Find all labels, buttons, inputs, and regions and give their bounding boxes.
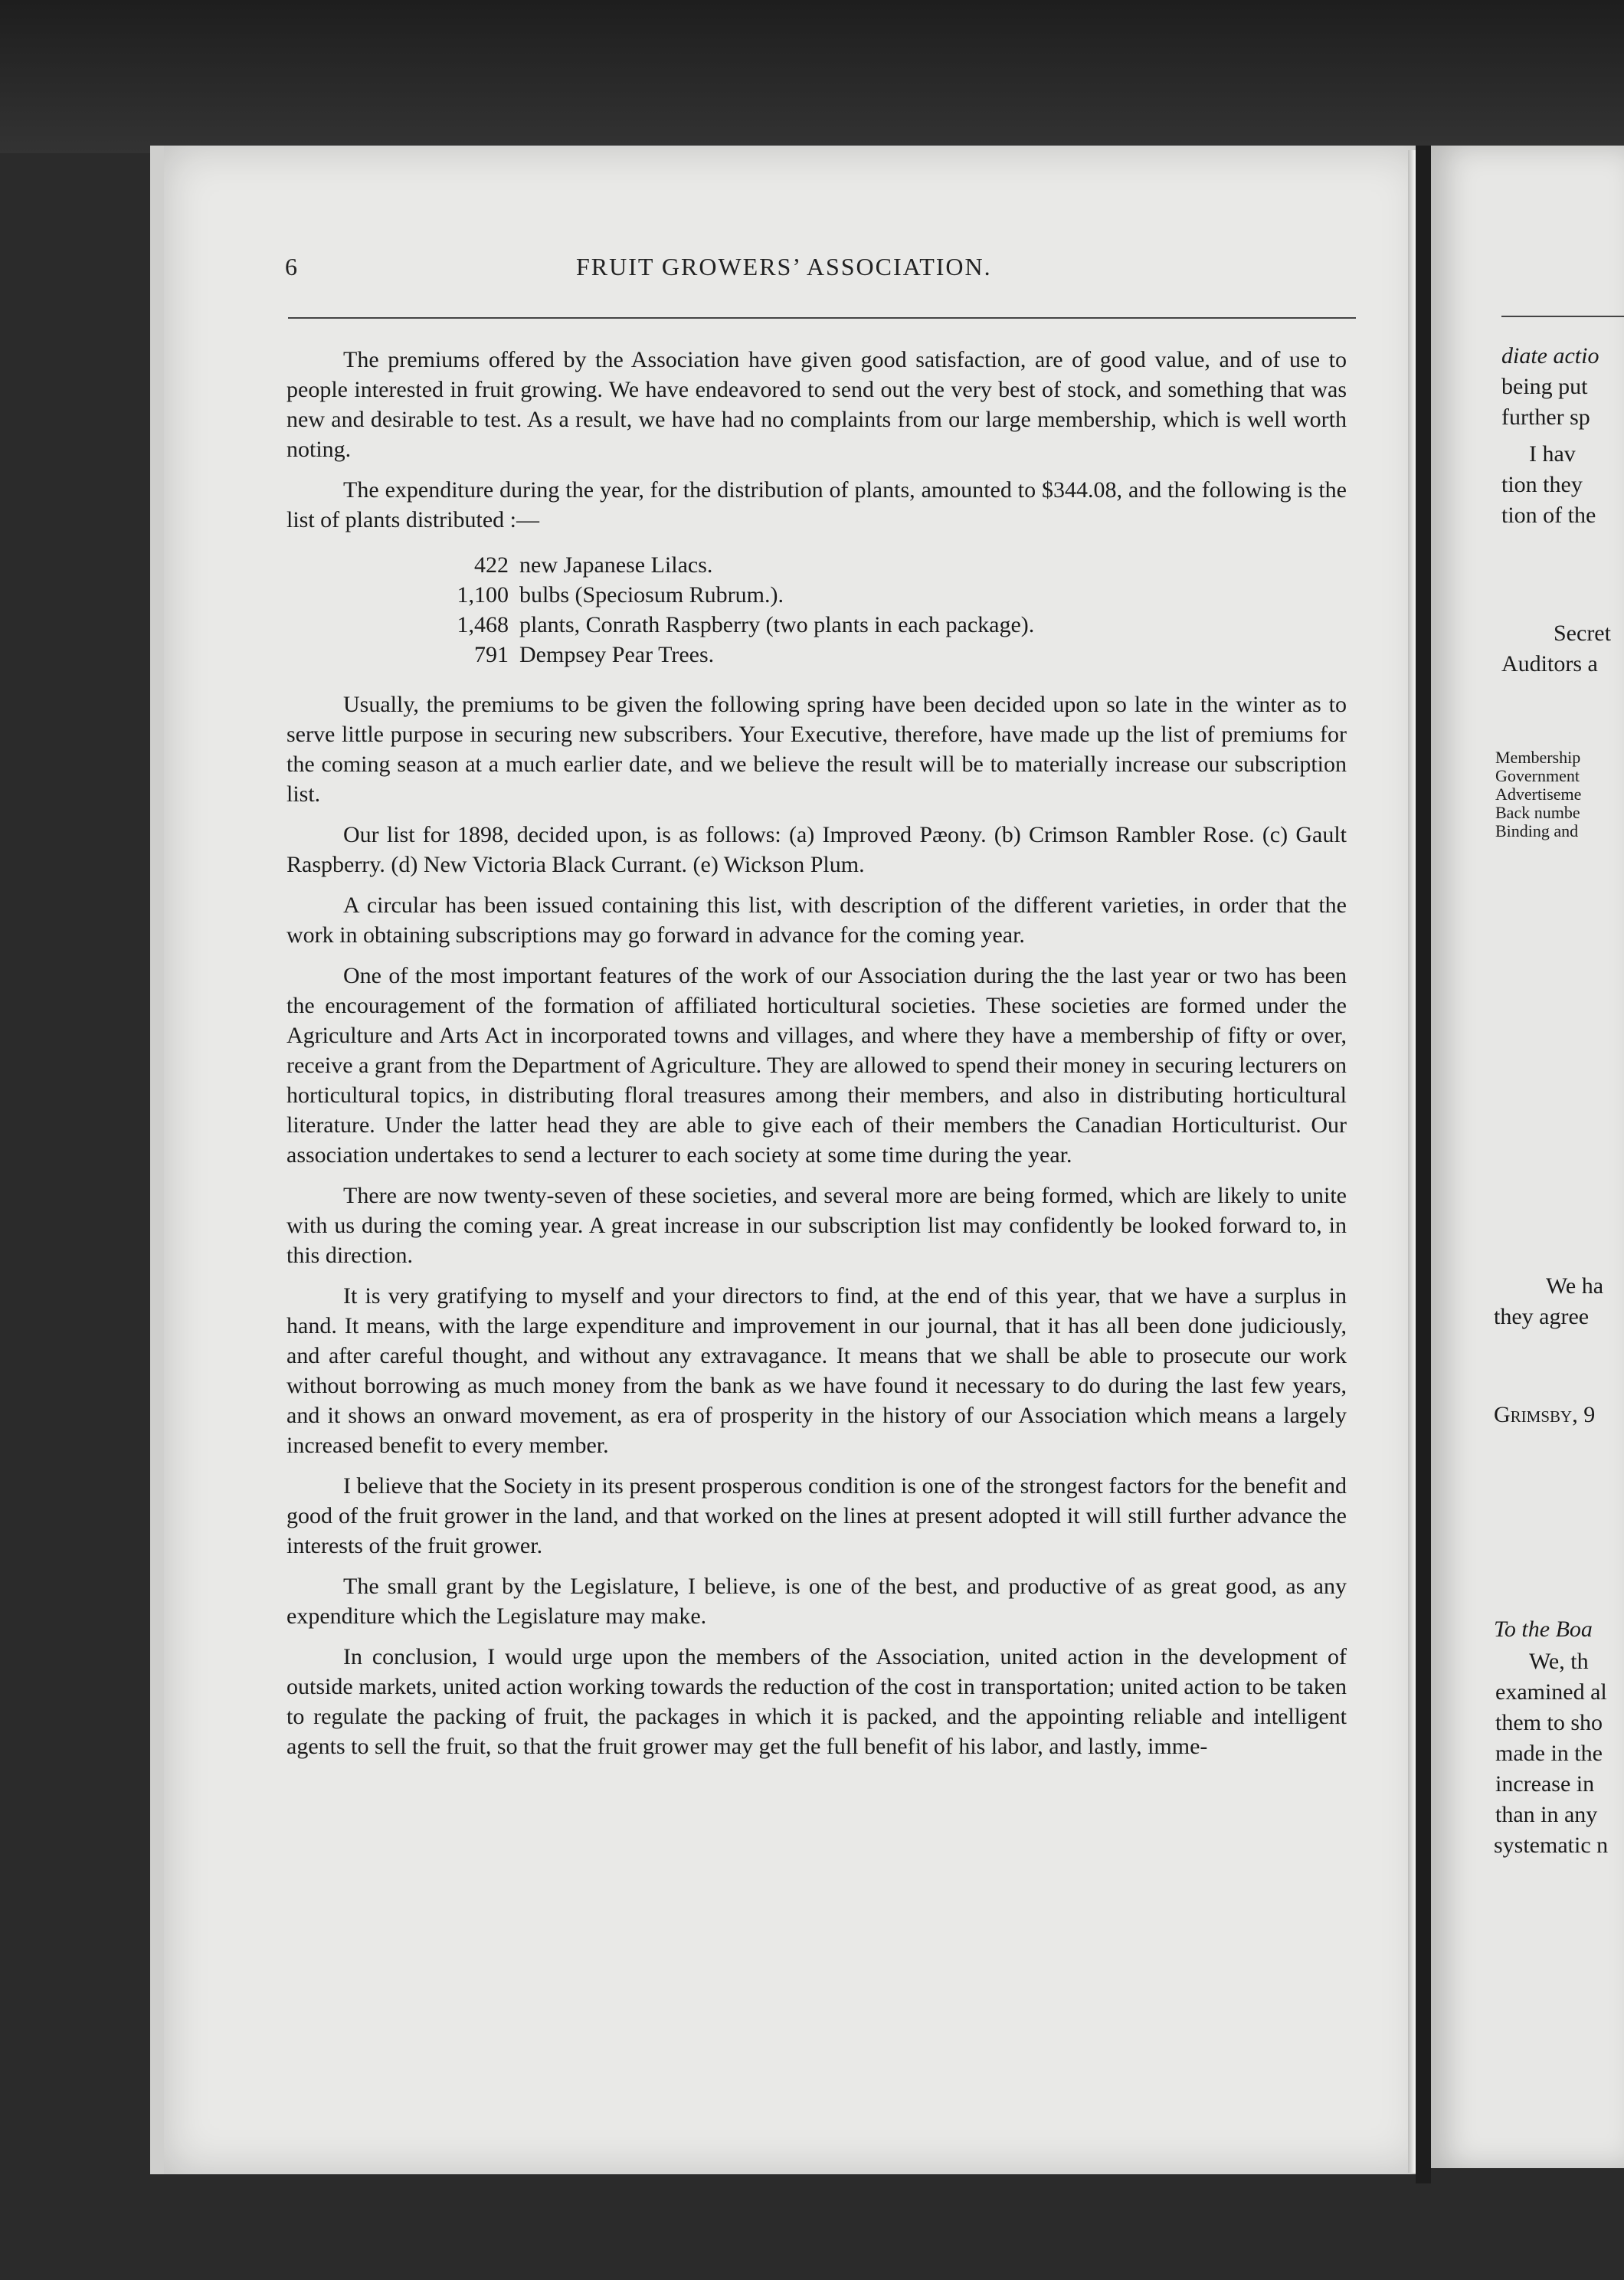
right-page-line: examined al [1495, 1679, 1607, 1705]
right-page-line: We ha [1546, 1273, 1604, 1299]
plant-list-item [286, 640, 1347, 670]
plant-name: new Japanese Lilacs. [519, 552, 713, 578]
right-page-line: being put [1501, 374, 1588, 399]
plant-list-item [286, 610, 1347, 640]
plant-list-item [286, 550, 1347, 580]
paragraph: It is very gratifying to myself and your directors to find, at the end of this year, that we have a surplus in hand. It means, with the large expenditure and improvement in our journal, that it has all been done judiciously, and after careful thought, and without any extravagance. It means that we shall be able to prosecute our work without borrowing as much money from the bank as we have found it necessary to do during the last few years, and it shows an onward movement, as era of prosperity in the history of our Association which means a largely increased benefit to every member. [286, 1283, 1347, 1458]
plant-quantity: 791 [474, 642, 509, 667]
scan-background [0, 0, 1624, 153]
body-text [286, 345, 1347, 1772]
paragraph: The expenditure during the year, for the distribution of plants, amounted to $344.08, and the following is the list of plants distributed :— [286, 477, 1347, 532]
right-page-line: I hav [1529, 441, 1576, 467]
paragraph: There are now twenty-seven of these societies, and several more are being formed, which are likely to unite with us during the coming year. A great increase in our subscription list may confidently be looked forward to, in this direction. [286, 1183, 1347, 1268]
right-page-line: tion of the [1501, 503, 1596, 528]
right-page-line: them to sho [1495, 1710, 1603, 1735]
book-spine [1416, 146, 1431, 2183]
paragraph: A circular has been issued containing this list, with description of the different varieties, in order that the work in obtaining subscriptions may go forward in advance for the coming year. [286, 893, 1347, 948]
header-rule [288, 317, 1356, 319]
right-page-line: than in any [1495, 1802, 1598, 1827]
right-page-line: increase in [1495, 1771, 1595, 1797]
right-page-line: made in the [1495, 1741, 1603, 1766]
paragraph: One of the most important features of the work of our Association during the the last year or two has been the encouragement of the formation of affiliated horticultural societies. These societies are formed under the Agriculture and Arts Act in incorporated towns and villages, and where they have a membership of fifty or over, receive a grant from the Department of Agriculture. They are allowed to spend their money in securing lecturers on horticultural topics, in distributing floral treasures among their members, and also in distributing horticultural literature. Under the latter head they are able to give each of their members the Canadian Horticulturist. Our association undertakes to send a lecturer to each society at some time during the year. [286, 963, 1347, 1168]
plant-name: bulbs (Speciosum Rubrum.). [519, 582, 784, 608]
plant-quantity: 1,468 [457, 612, 509, 637]
running-head: FRUIT GROWERS’ ASSOCIATION. [576, 253, 992, 280]
right-page-line: diate actio [1501, 343, 1599, 369]
plant-quantity: 422 [474, 552, 509, 578]
paragraph: Our list for 1898, decided upon, is as follows: (a) Improved Pæony. (b) Crimson Rambler Rose. (c) Gault Raspberry. (d) New Victoria Black Currant. (e) Wickson Plum. [286, 822, 1347, 877]
paragraph: Usually, the premiums to be given the following spring have been decided upon so late in the winter as to serve little purpose in securing new subscribers. Your Executive, therefore, have made up the list of premiums for the coming season at a much earlier date, and we believe the result will be to materially increase our subscription list. [286, 692, 1347, 807]
right-page-line: Advertiseme [1495, 785, 1582, 804]
right-page-line: Auditors a [1501, 651, 1598, 676]
right-page-line: tion they [1501, 472, 1583, 497]
paragraph: I believe that the Society in its present prosperous condition is one of the strongest factors for the benefit and good of the fruit grower in the land, and that worked on the lines at present adopted it will still further advance the interests of the fruit grower. [286, 1473, 1347, 1558]
right-page-line: Back numbe [1495, 803, 1580, 822]
plant-name: Dempsey Pear Trees. [519, 642, 715, 667]
page-header [285, 253, 1357, 288]
right-page-line: We, th [1529, 1649, 1589, 1674]
page-number: 6 [285, 253, 297, 280]
plant-list [286, 550, 1347, 670]
paragraph: The premiums offered by the Association have given good satisfaction, are of good value, and of use to people interested in fruit growing. We have endeavored to send out the very best of stock, and something that was new and desirable to test. As a result, we have had no complaints from our large membership, which is well worth noting. [286, 347, 1347, 462]
page-edge [1408, 150, 1416, 2173]
right-page [1431, 146, 1624, 2168]
right-page-line: systematic n [1494, 1833, 1609, 1858]
right-page-line: further sp [1501, 405, 1590, 430]
right-page-line: Grimsby, 9 [1494, 1402, 1596, 1427]
paragraph: The small grant by the Legislature, I believe, is one of the best, and productive of as great good, as any expenditure which the Legislature may make. [286, 1574, 1347, 1629]
right-page-header-rule [1501, 316, 1624, 317]
plant-list-item [286, 580, 1347, 610]
right-page-line: Government [1495, 766, 1580, 785]
right-page-line: Binding and [1495, 821, 1579, 840]
right-page-line: Secret [1554, 621, 1611, 646]
right-page-line: To the Boa [1494, 1617, 1593, 1642]
right-page-line: Membership [1495, 748, 1581, 767]
plant-quantity: 1,100 [457, 582, 509, 608]
plant-name: plants, Conrath Raspberry (two plants in each package). [519, 612, 1035, 637]
right-page-line: they agree [1494, 1304, 1590, 1329]
paragraph: In conclusion, I would urge upon the members of the Association, united action in the development of outside markets, united action working towards the reduction of the cost in transportation; united action to be taken to regulate the packing of fruit, the packages in which it is packed, and the appointing reliable and intelligent agents to sell the fruit, so that the fruit grower may get the full benefit of his labor, and lastly, imme- [286, 1644, 1347, 1759]
